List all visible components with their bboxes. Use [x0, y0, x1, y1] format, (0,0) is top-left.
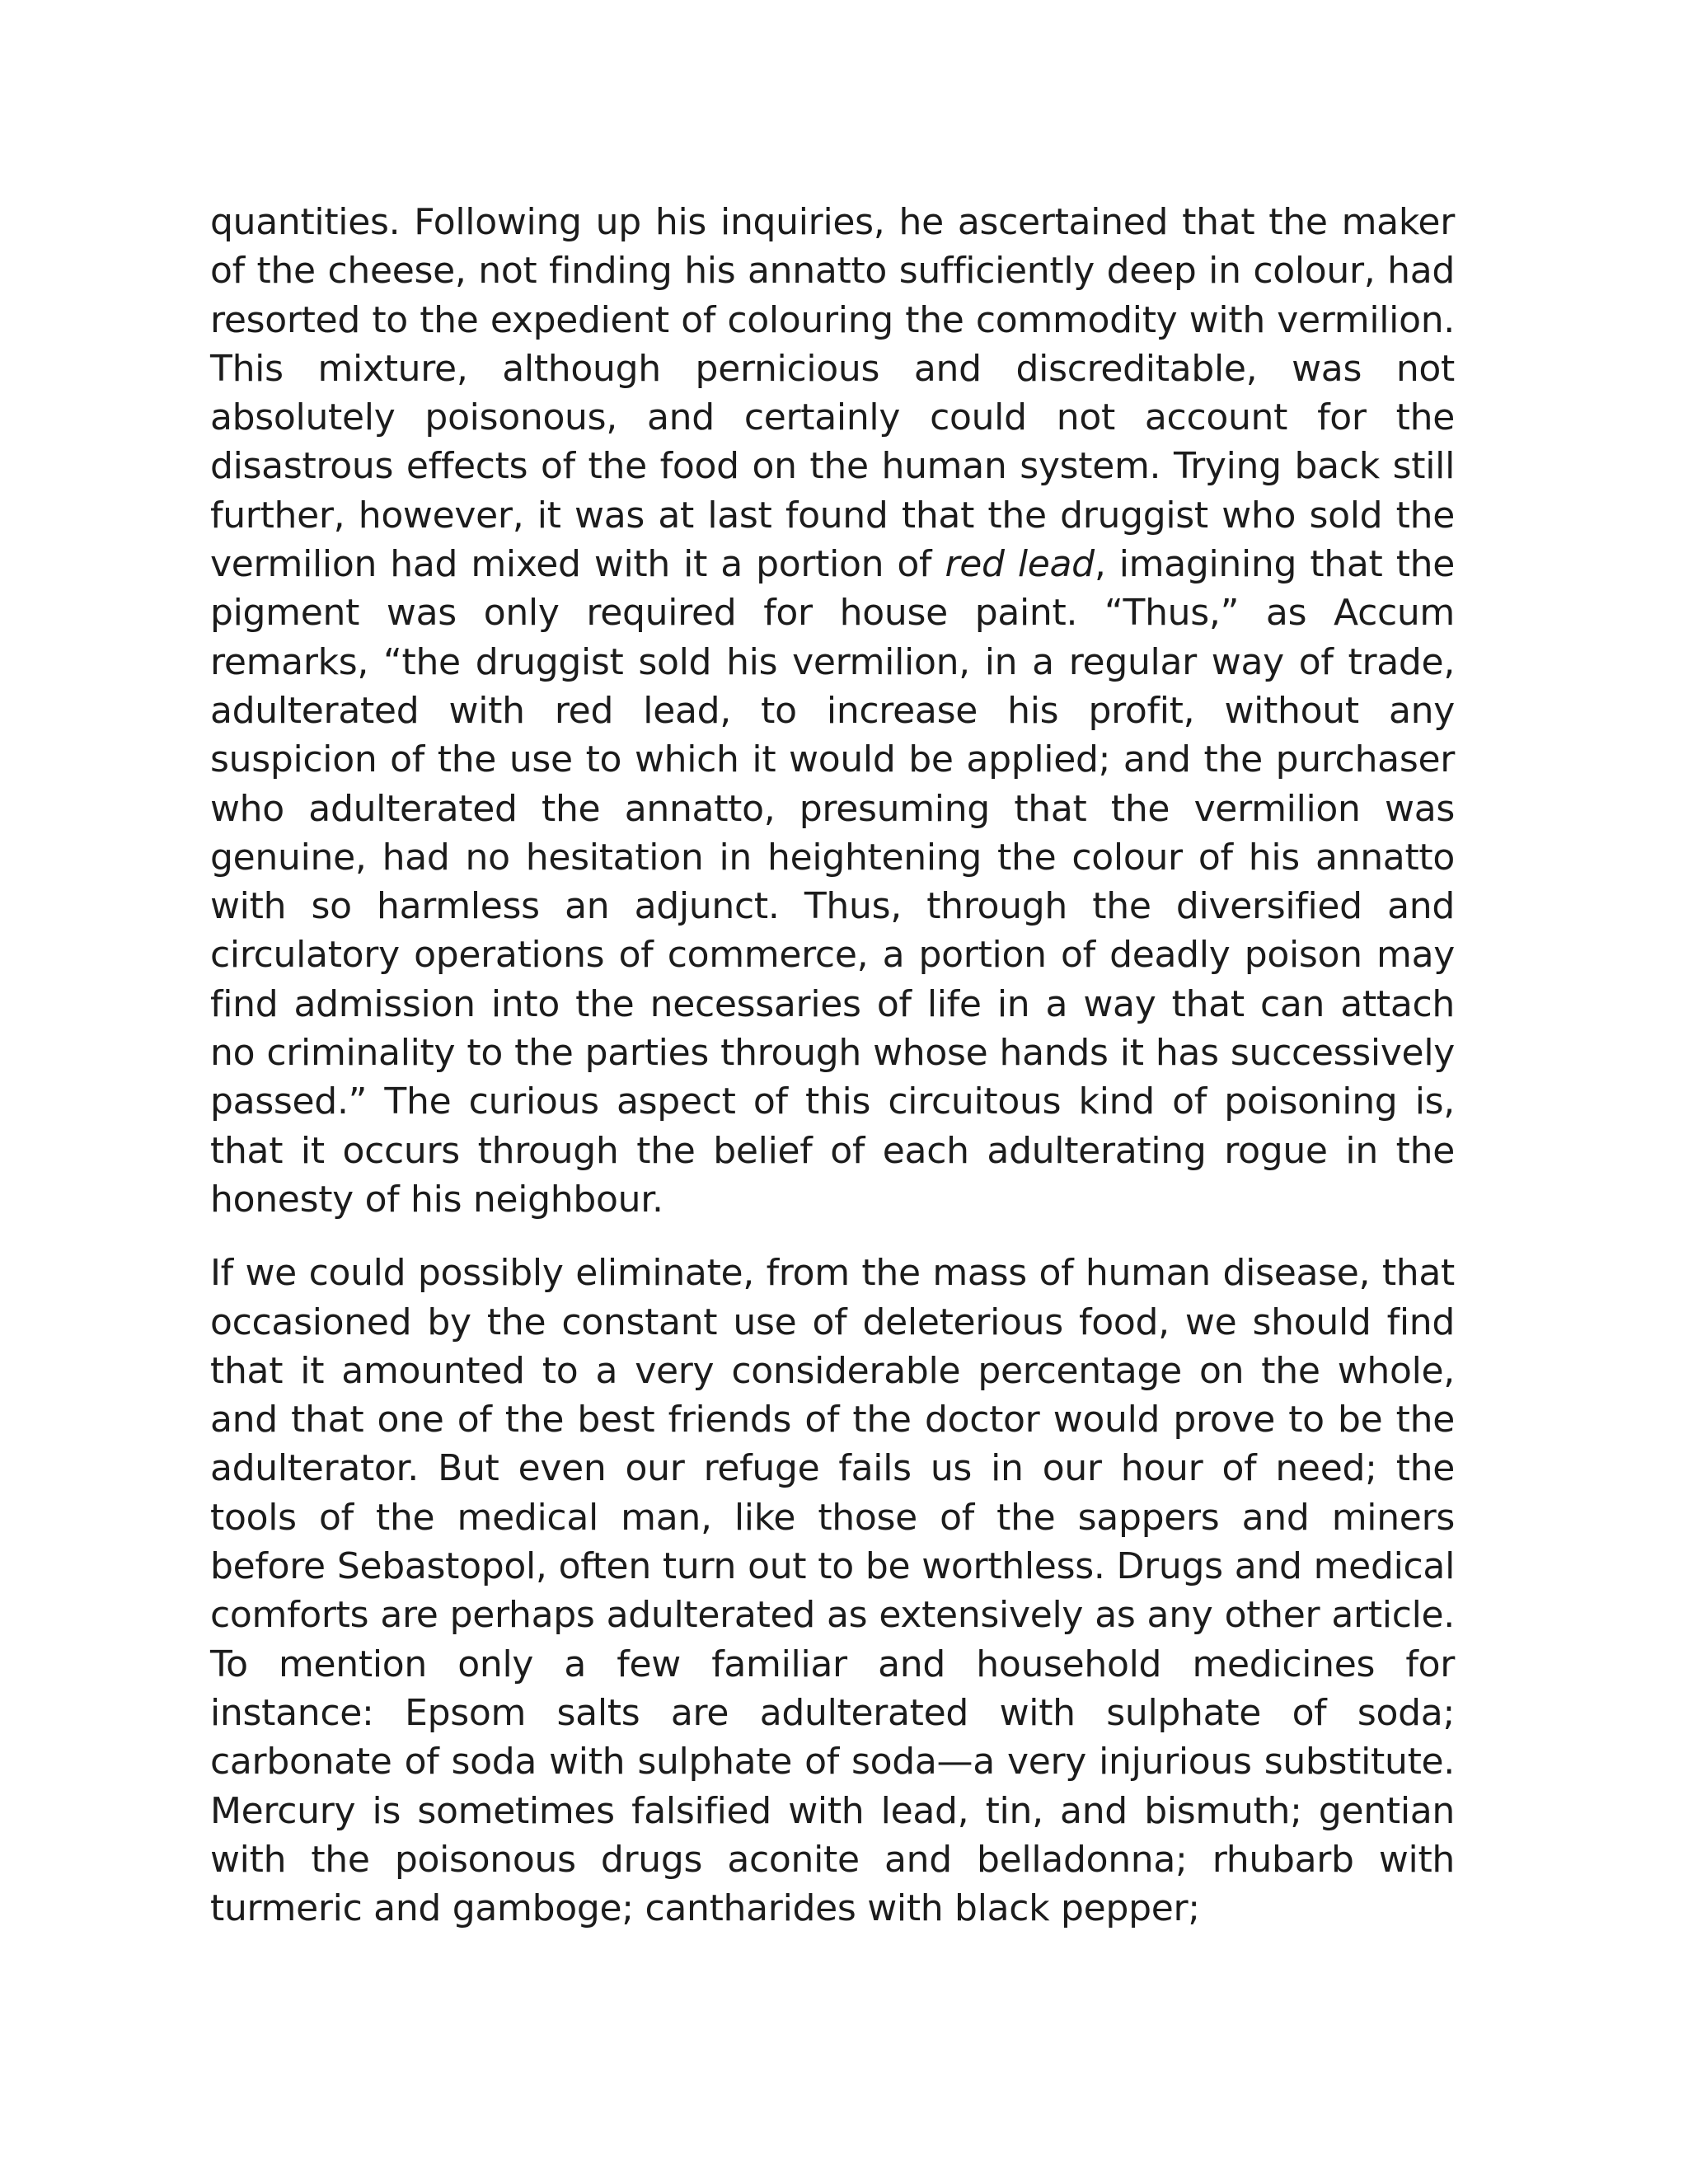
paragraph-2: If we could possibly eliminate, from the mass of human disease, that occasioned by the constant use of deleterious food, we should find that it amounted to a very considerable percentage on the whole, and that one of the best friends of the doctor would prove to be the adulterator. But even our refuge fails us in our hour of need; the tools of the medical man, like those of the sappers and miners before Sebastopol, often turn out to be worthless. Drugs and medical comforts are perhaps adulterated as extensively as any other article. To mention only a few familiar and household medicines for instance: Epsom salts are adulterated with sulphate of soda; carbonate of soda with sulphate of soda—a very injurious substitute. Mercury is sometimes falsified with lead, tin, and bismuth; gentian with the poisonous drugs aconite and belladonna; rhubarb with turmeric and gamboge; cantharides with black pepper; — [210, 1252, 1455, 1930]
paragraph-1-text-start: quantities. Following up his inquiries, he ascertained that the maker of the cheese, not finding his annatto sufficiently deep in colour, had resorted to the expedient of colouring the commodity with vermilion. This mixture, although pernicious and discreditable, was not absolutely poisonous, and certainly could not account for the disastrous effects of the food on the human system. Trying back still further, however, it was at last found that the druggist who sold the vermilion had mixed with it a portion of — [210, 201, 1455, 586]
italic-phrase: red lead — [945, 543, 1095, 586]
paragraph-1-text-end: , imagining that the pigment was only required for house paint. “Thus,” as Accum remarks, “the druggist sold his vermilion, in a regular way of trade, adulterated with red lead, to increase his profit, without any suspicion of the use to which it would be applied; and the purchaser who adulterated the annatto, presuming that the vermilion was genuine, had no hesitation in heightening the colour of his annatto with so harmless an adjunct. Thus, through the diversified and circulatory operations of commerce, a portion of deadly poison may find admission into the necessaries of life in a way that can attach no criminality to the parties through whose hands it has successively passed.” The curious aspect of this circuitous kind of poisoning is, that it occurs through the belief of each adulterating rogue in the honesty of his neighbour. — [210, 543, 1456, 1221]
paragraph-1 — [210, 198, 1455, 1224]
page-body — [210, 198, 1455, 1933]
